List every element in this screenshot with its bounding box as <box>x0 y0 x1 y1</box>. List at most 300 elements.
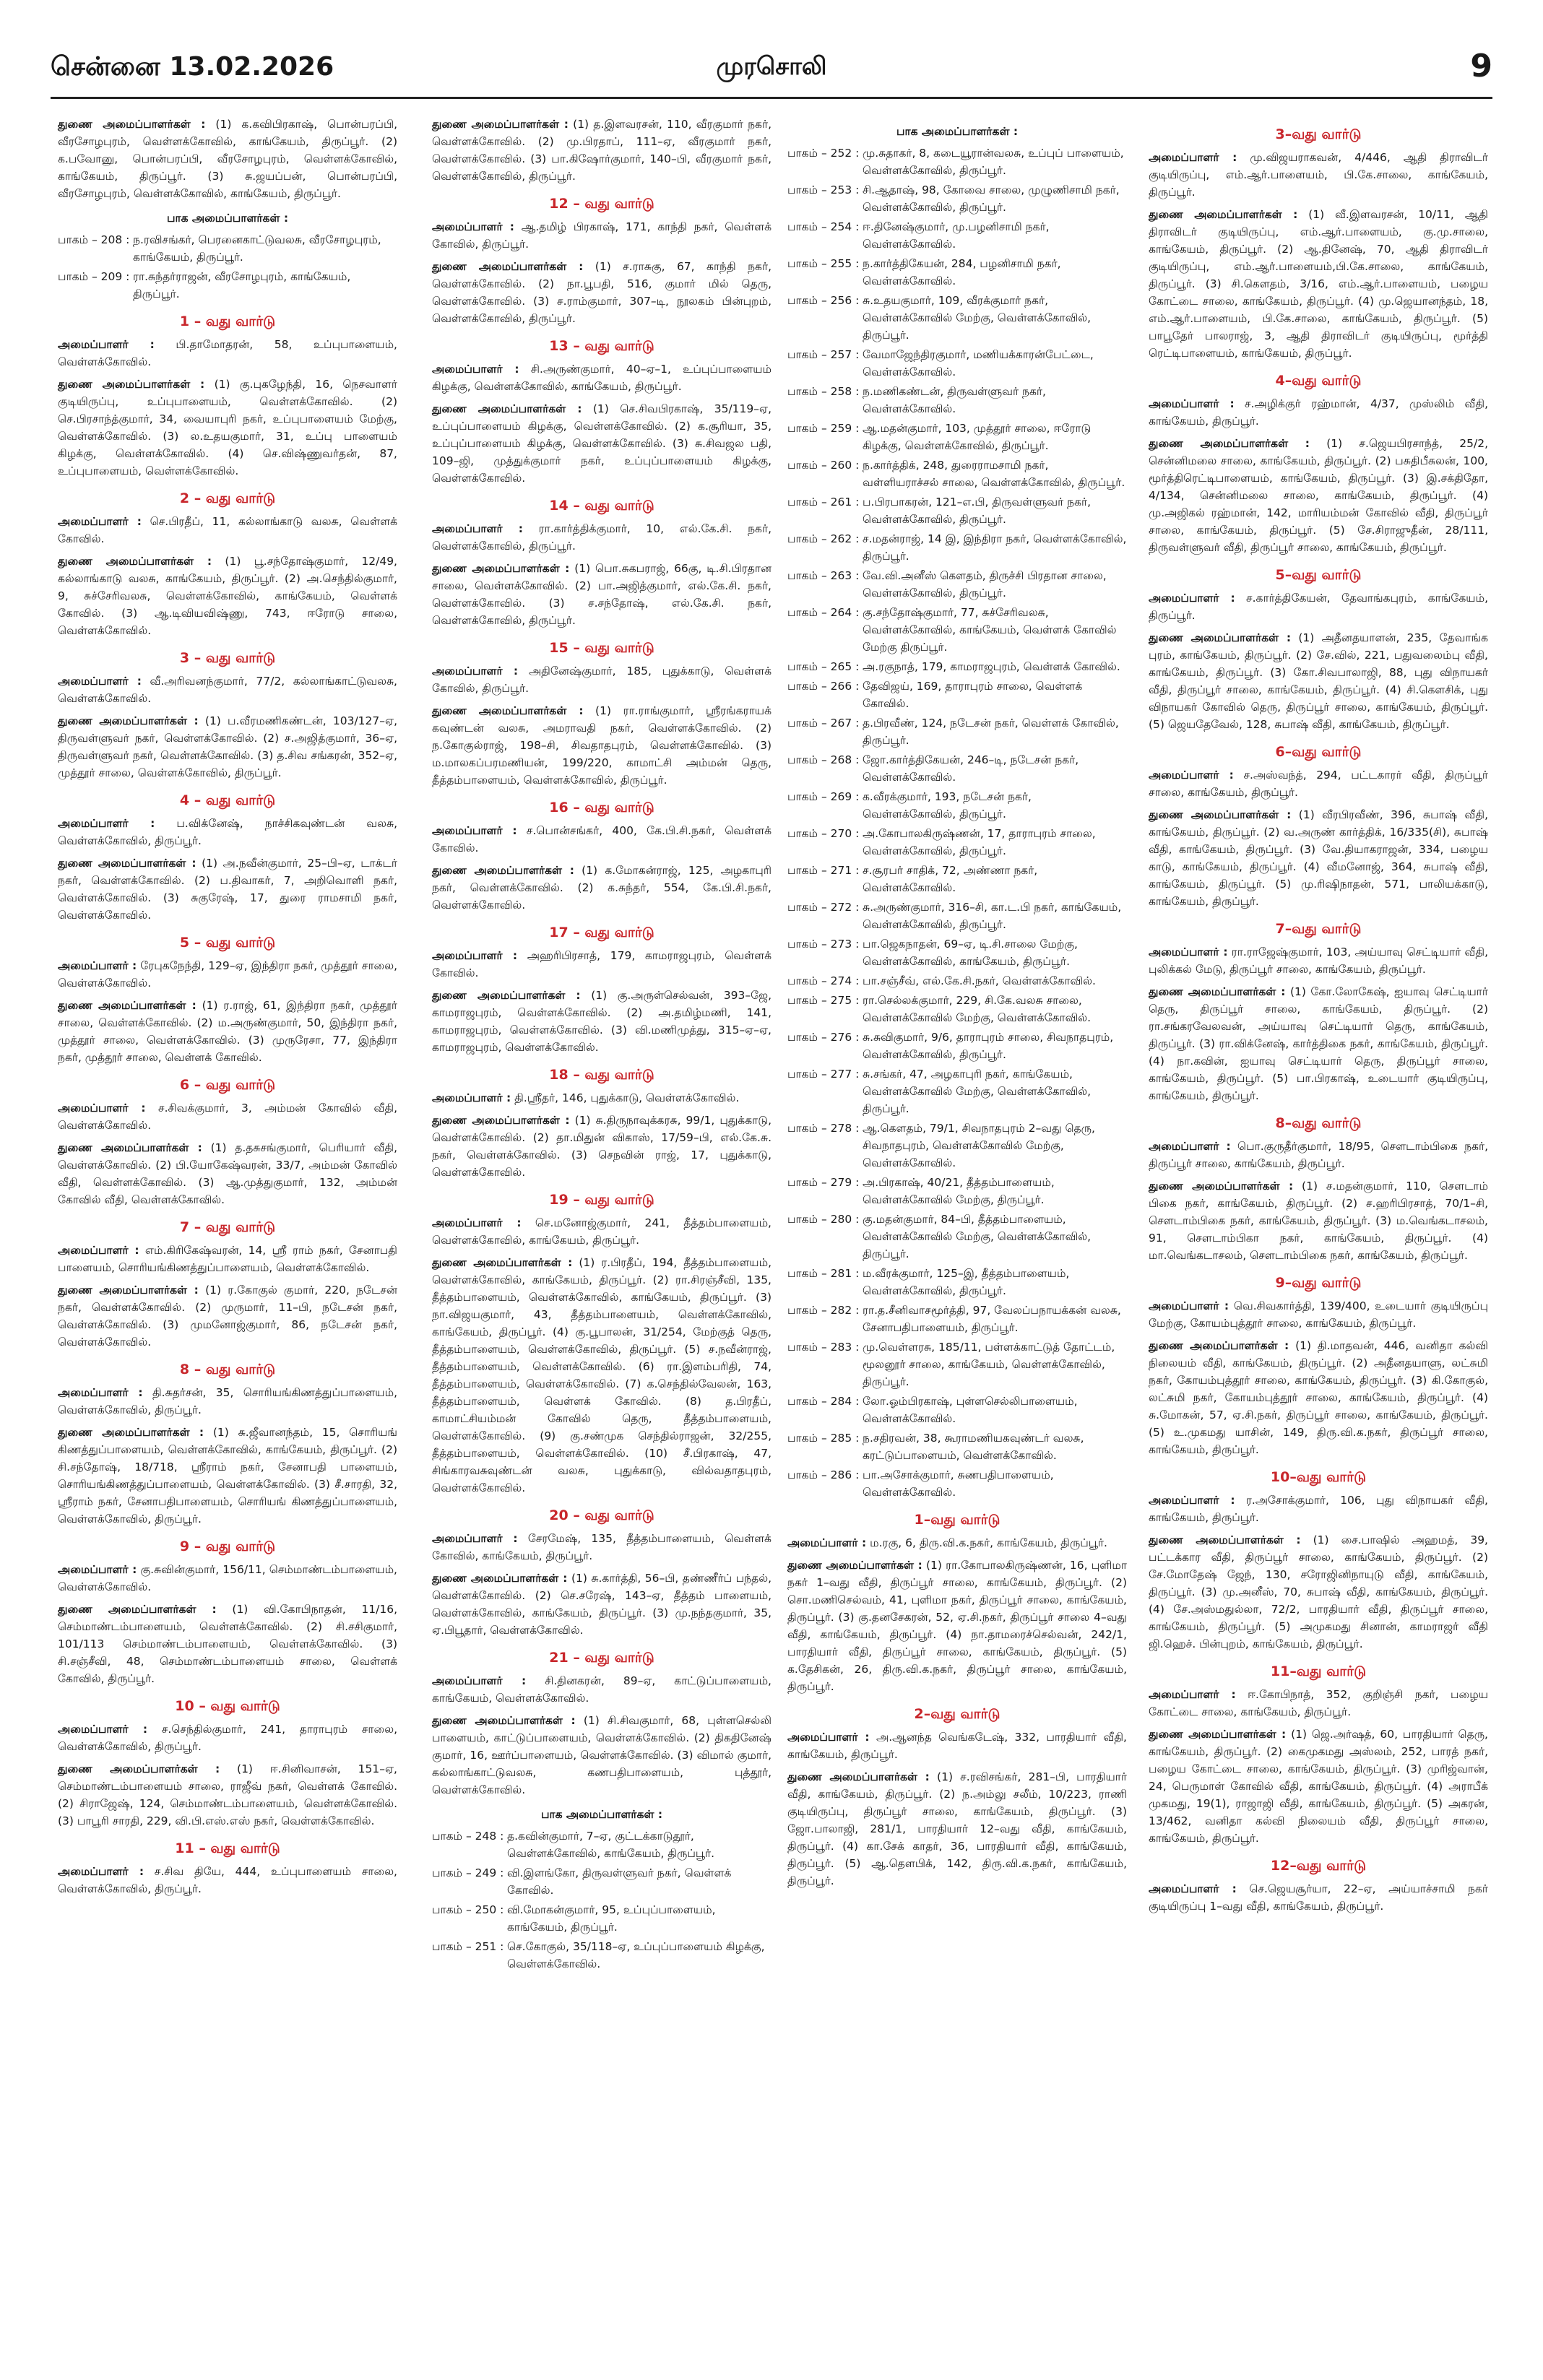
deputy-organizers-label: துணை அமைப்பாளர்கள் : <box>432 989 581 1002</box>
booth-number: பாகம் – 277 : <box>787 1068 860 1081</box>
organizer-details: அஹரிபிரசாத், 179, காமராஜபுரம், வெள்ளக் கோவில். <box>432 949 772 979</box>
deputy-organizers-entry <box>58 116 397 202</box>
organizer-entry <box>787 1728 1127 1763</box>
organizer-label: அமைப்பாளர் : <box>432 665 519 678</box>
organizer-details: ஆ.தமிழ் பிரகாஷ், 171, காந்தி நகர், வெள்ளக் கோவில், திருப்பூர். <box>432 220 772 251</box>
deputy-organizers-label: துணை அமைப்பாளர்கள் : <box>1149 1728 1287 1741</box>
ward-section <box>58 1538 397 1687</box>
booth-row <box>787 255 1127 290</box>
organizer-label: அமைப்பாளர் : <box>58 1723 148 1736</box>
deputy-organizers-label: துணை அமைப்பாளர்கள் : <box>58 857 196 870</box>
deputy-organizers-label: துணை அமைப்பாளர்கள் : <box>1149 1339 1289 1352</box>
organizer-entry <box>432 360 772 395</box>
ward-heading: 1–வது வார்டு <box>914 1512 1000 1528</box>
organizer-label: அமைப்பாளர் : <box>58 1102 146 1115</box>
deputy-organizers-list: (1) செ.சிவபிரகாஷ், 35/119–ஏ, உப்புப்பாளையம் கிழக்கு, வெள்ளக்கோவில். (2) க.சூரியா, 35, உப்புப்பாளையம் கிழக்கு, வெள்ளக்கோவில். (3) சு.சிவஜல பதி, 109–ஜி, முத்துக்குமார் நகர், உப்புப்பாளையம் கிழக்கு, வெள்ளக்கோவில். <box>432 402 772 485</box>
booth-row <box>787 1265 1127 1299</box>
organizer-label: அமைப்பாளர் : <box>58 338 155 351</box>
booth-number: பாகம் – 208 : <box>58 233 130 246</box>
organizer-entry <box>432 1672 772 1707</box>
booth-row <box>787 1211 1127 1263</box>
organizer-details: கு.சுவின்குமார், 156/11, செம்மாண்டம்பாளையம், வெள்ளக்கோவில். <box>58 1563 397 1593</box>
ward-heading: 13 – வது வார்டு <box>549 338 654 354</box>
deputy-organizers-entry <box>1149 983 1488 1104</box>
booth-organizer: செ.கோகுல், 35/118–ஏ, உப்புப்பாளையம் கிழக்கு, வெள்ளக்கோவில். <box>507 1940 765 1970</box>
deputy-organizers-label: துணை அமைப்பாளர்கள் : <box>432 1114 570 1127</box>
organizer-details: ர.அசோக்குமார், 106, புது விநாயகர் வீதி, காங்கேயம், திருப்பூர். <box>1149 1494 1488 1524</box>
booth-organizers-heading: பாக அமைப்பாளர்கள் : <box>540 1808 663 1821</box>
booth-row <box>432 1938 772 1973</box>
booth-row <box>58 268 397 303</box>
organizer-details: ரா.கார்த்திக்குமார், 10, எல்.கே.சி. நகர், வெள்ளக்கோவில், திருப்பூர். <box>432 522 772 553</box>
deputy-organizers-entry <box>432 1254 772 1497</box>
ward-heading: 4–வது வார்டு <box>1275 373 1362 389</box>
organizer-entry <box>1149 149 1488 201</box>
deputy-organizers-label: துணை அமைப்பாளர்கள் : <box>432 260 584 273</box>
organizer-entry <box>58 957 397 992</box>
booth-organizer: மு.வெள்ளரசு, 185/11, பள்ளக்காட்டுத் தோட்டம், மூலனூர் சாலை, காங்கேயம், வெள்ளக்கோவில், திருப்பூர். <box>863 1341 1115 1388</box>
deputy-organizers-entry <box>432 862 772 914</box>
organizer-label: அமைப்பாளர் : <box>432 1674 527 1687</box>
booth-organizer: அ.கோபாலகிருஷ்ணன், 17, தாராபுரம் சாலை, வெள்ளக்கோவில், திருப்பூர். <box>863 827 1096 857</box>
deputy-organizers-entry <box>58 1281 397 1351</box>
booth-number: பாகம் – 257 : <box>787 348 860 361</box>
organizer-label: அமைப்பாளர் : <box>58 1865 144 1878</box>
booth-organizer: ப.பிரபாகரன், 121–எ.பி, திருவள்ளுவர் நகர், வெள்ளக்கோவில், திருப்பூர். <box>863 496 1092 526</box>
deputy-organizers-list: (1) வி.கோபிநாதன், 11/16, செம்மாண்டம்பாளையம், வெள்ளக்கோவில். (2) சி.சசிகுமார், 101/113 செம்மாண்டம்பாளையம், வெள்ளக்கோவில். (3) சி.சஞ்சீவி, 48, செம்மாண்டம்பாளையம் சாலை, வெள்ளக் கோவில், திருப்பூர். <box>58 1603 398 1685</box>
booth-organizer: வே.வி.அனீஸ் கௌதம், திருச்சி பிரதான சாலை, வெள்ளக்கோவில், திருப்பூர். <box>863 569 1107 600</box>
deputy-organizers-label: துணை அமைப்பாளர்கள் : <box>432 1714 576 1727</box>
deputy-organizers-list: (1) ஜெ.அர்ஷத், 60, பாரதியார் தெரு, காங்கேயம், திருப்பூர். (2) கைமுகமது அஸ்லம், 252, பாரத் நகர், பழைய கோட்டை சாலை, காங்கேயம், திருப்பூர். (3) முரிஜ்வான், 24, பெருமாள் கோவில் வீதி, காங்கேயம், திருப்பூர். (4) அராபீக் முகமது, 19(1), ராஜாஜி வீதி, காங்கேயம், திருப்பூர். (5) அகரன், 13/462, வனிதா கல்வி நிலையம் வீதி, திருப்பூர் சாலை, காங்கேயம், திருப்பூர். <box>1149 1728 1488 1845</box>
booth-organizer: க.வீரக்குமார், 193, நடேசன் நகர், வெள்ளக்கோவில், திருப்பூர். <box>863 790 1032 821</box>
ward-section <box>1149 1857 1488 1915</box>
organizer-details: செ.மனோஜ்குமார், 241, தீத்தம்பாளையம், வெள்ளக்கோவில், காங்கேயம், திருப்பூர். <box>432 1216 772 1247</box>
booth-organizer: ச.மதன்ராஜ், 14 இ, இந்திரா நகர், வெள்ளக்கோவில், திருப்பூர். <box>863 532 1127 563</box>
deputy-organizers-entry <box>58 1424 397 1528</box>
ward-heading: 2 – வது வார்டு <box>179 490 276 506</box>
deputy-organizers-entry <box>58 553 397 639</box>
organizer-details: சி.தினகரன், 89–ஏ, காட்டுப்பாளையம், காங்கேயம், வெள்ளக்கோவில். <box>432 1674 772 1705</box>
booth-row <box>787 1429 1127 1464</box>
booth-row <box>787 1302 1127 1336</box>
ward-heading: 12–வது வார்டு <box>1270 1858 1367 1874</box>
booth-row <box>787 825 1127 860</box>
ward-section <box>432 1066 772 1181</box>
booth-organizer: வி.மோகன்குமார், 95, உப்புப்பாளையம், காங்கேயம், திருப்பூர். <box>507 1903 716 1934</box>
page-header <box>51 48 1492 95</box>
deputy-organizers-list: (1) சை.பாஷில் அஹமத், 39, பட்டக்கார வீதி, திருப்பூர் சாலை, காங்கேயம், திருப்பூர். (2) சே.மோதேஷ் ஜேந், 130, சரோஜினிநாயுடு வீதி, காங்கேயம், திருப்பூர். (3) மு.அனீஸ், 70, சுபாஷ் வீதி, காங்கேயம், திருப்பூர். (4) சே.அஸ்மதுல்லா, 72/2, பாரதியார் வீதி, திருப்பூர் சாலை, காங்கேயம், திருப்பூர். (5) அமுகமது சினான், காமராஜர் வீதி ஜி.ஹெச். பின்புறம், காங்கேயம், திருப்பூர். <box>1149 1533 1488 1650</box>
booth-row <box>787 1029 1127 1063</box>
deputy-organizers-label: துணை அமைப்பாளர்கள் : <box>1149 1533 1301 1546</box>
organizer-entry <box>1149 1880 1488 1915</box>
booth-row <box>432 1901 772 1936</box>
deputy-organizers-list: (1) ச.ரவிசங்கர், 281–பி, பாரதியார் வீதி, காங்கேயம், திருப்பூர். (2) ந.அம்லு சலீம், 10/223, ராணி குடியிருப்பு, திருப்பூர் சாலை, காங்கேயம், திருப்பூர். (3) ஜோ.பாலாஜி, 281/1, பாரதியார் 12–வது வீதி, காங்கேயம், திருப்பூர். (4) கா.சேக் காதர், 36, பாரதியார் வீதி, காங்கேயம், திருப்பூர். (5) ஆ.தௌபிக், 142, திரு.வி.க.நகர், காங்கேயம், திருப்பூர். <box>787 1770 1127 1887</box>
ward-heading: 5 – வது வார்டு <box>179 935 276 951</box>
ward-heading: 19 – வது வார்டு <box>549 1192 654 1208</box>
deputy-organizers-label: துணை அமைப்பாளர்கள் : <box>1149 631 1292 644</box>
ward-heading: 8 – வது வார்டு <box>179 1362 276 1377</box>
booth-row <box>787 420 1127 454</box>
organizer-entry <box>432 1089 772 1107</box>
ward-heading: 1 – வது வார்டு <box>179 313 276 329</box>
organizer-entry <box>432 1214 772 1249</box>
booth-organizers-heading: பாக அமைப்பாளர்கள் : <box>896 125 1019 138</box>
ward-heading: 9–வது வார்டு <box>1275 1275 1362 1291</box>
booth-row <box>787 1120 1127 1172</box>
organizer-entry <box>58 1721 397 1755</box>
organizer-label: அமைப்பாளர் : <box>432 1216 522 1229</box>
organizer-entry <box>1149 1492 1488 1526</box>
organizer-details: ரேபுகநேந்தி, 129–ஏ, இந்திரா நகர், முத்தூர் சாலை, வெள்ளக்கோவில். <box>58 959 398 990</box>
deputy-organizers-entry <box>58 997 397 1066</box>
deputy-organizers-label: துணை அமைப்பாளர்கள் : <box>1149 437 1310 450</box>
booth-row <box>787 1338 1127 1390</box>
booth-organizer: ந.மணிகண்டன், திருவள்ளுவர் நகர், வெள்ளக்கோவில். <box>863 385 1046 415</box>
organizer-label: அமைப்பாளர் : <box>1149 1688 1236 1701</box>
booth-number: பாகம் – 286 : <box>787 1468 860 1481</box>
booth-number: பாகம் – 281 : <box>787 1267 860 1280</box>
deputy-organizers-label: துணை அமைப்பாளர்கள் : <box>58 1141 202 1154</box>
ward-section <box>1149 1274 1488 1458</box>
booth-row <box>787 604 1127 656</box>
deputy-organizers-label: துணை அமைப்பாளர்கள் : <box>58 1284 199 1297</box>
booth-organizer: பா.சஞ்சீவ், எல்.கே.சி.நகர், வெள்ளக்கோவில். <box>863 974 1096 987</box>
booth-number: பாகம் – 274 : <box>787 974 860 987</box>
organizer-details: மு.விஜயராகவன், 4/446, ஆதி திராவிடர் குடியிருப்பு, எம்.ஆர்.பாளையம், பி.கே.சாலை, காங்கேயம், திருப்பூர். <box>1149 151 1488 199</box>
organizer-entry <box>1149 1297 1488 1332</box>
booth-row <box>787 751 1127 786</box>
organizer-entry <box>58 336 397 371</box>
deputy-organizers-entry <box>1149 206 1488 362</box>
deputy-organizers-list: (1) க.கவிபிரகாஷ், பொன்பரப்பி, வீரசோழபுரம், வெள்ளக்கோவில், காங்கேயம், திருப்பூர். (2) க.பவோனு, பொன்பரப்பி, வீரசோழபுரம், வெள்ளக்கோவில், காங்கேயம், திருப்பூர். (3) சு.ஜயப்பன், பொன்பரப்பி, வீரசோழபுரம், வெள்ளக்கோவில், காங்கேயம், திருப்பூர். <box>58 118 398 200</box>
booth-row <box>787 935 1127 970</box>
deputy-organizers-list: (1) க.மோகன்ராஜ், 125, அழகாபுரி நகர், வெள்ளக்கோவில். (2) க.சுந்தர், 554, கே.பி.சி.நகர், வெள்ளக்கோவில். <box>432 864 772 912</box>
ward-section <box>1149 566 1488 733</box>
organizer-details: வெ.சிவகார்த்தி, 139/400, உடையார் குடியிருப்பு மேற்கு, கோயம்புத்தூர் சாலை, காங்கேயம், திருப்பூர். <box>1149 1299 1488 1330</box>
ward-heading: 9 – வது வார்டு <box>179 1539 276 1554</box>
column-4 <box>1149 116 1488 1922</box>
organizer-entry <box>432 520 772 555</box>
organizer-label: அமைப்பாளர் : <box>58 959 137 972</box>
deputy-organizers-list: (1) அ.நவீன்குமார், 25–பி–ஏ, டாக்டர் நகர், வெள்ளக்கோவில். (2) ப.திவாகர், 7, அறிவொளி நகர், வெள்ளக்கோவில். (3) சுகுரேஷ், 17, துரை ராமசாமி நகர், வெள்ளக்கோவில். <box>58 857 397 922</box>
organizer-entry <box>1149 395 1488 430</box>
booth-row <box>787 678 1127 712</box>
ward-section <box>432 1191 772 1497</box>
booth-number: பாகம் – 255 : <box>787 257 860 270</box>
organizer-label: அமைப்பாளர் : <box>1149 1299 1229 1312</box>
organizer-details: செ.பிரதீப், 11, கல்லாங்காடு வலசு, வெள்ளக் கோவில். <box>58 515 397 545</box>
organizer-entry <box>58 1099 397 1134</box>
ward-section <box>432 1649 772 1799</box>
booth-number: பாகம் – 278 : <box>787 1122 860 1135</box>
deputy-organizers-entry <box>432 1112 772 1181</box>
booth-organizer: ந.சதிரவன், 38, கூராமணியகவுண்டர் வலசு, கரட்டுப்பாளையம், வெள்ளக்கோவில். <box>863 1432 1084 1462</box>
booth-organizer: ரா.த.சீனிவாசமூர்த்தி, 97, வேலப்பநாயக்கன் வலசு, சேனாபதிபாளையம், திருப்பூர். <box>863 1304 1121 1334</box>
ward-heading: 20 – வது வார்டு <box>549 1507 654 1523</box>
organizer-details: அதினேஷ்குமார், 185, புதுக்காடு, வெள்ளக் கோவில், திருப்பூர். <box>432 665 772 695</box>
booth-number: பாகம் – 258 : <box>787 385 860 398</box>
deputy-organizers-list: (1) ச.ஜெயபிரசாந்த், 25/2, சென்னிமலை சாலை, காங்கேயம், திருப்பூர். (2) பசுதிபீசுலன், 100, மூர்த்திரெட்டிபாளையம், காங்கேயம், திருப்பூர். (3) இ.சக்திதோ, 4/134, சென்னிமலை சாலை, காங்கேயம், திருப்பூர். (4) மு.அஜிகல் ரஹ்மான், 142, மாரியம்மன் கோவில் வீதி, திருப்பூர் சாலை, காங்கேயம், திருப்பூர். (5) சே.சிராஜுதீன், 28/111, திருவள்ளுவர் வீதி, திருப்பூர் சாலை, காங்கேயம், திருப்பூர். <box>1149 437 1488 554</box>
ward-section <box>432 1507 772 1639</box>
organizer-details: ஈ.கோபிநாத், 352, குறிஞ்சி நகர், பழைய கோட்டை சாலை, காங்கேயம், திருப்பூர். <box>1149 1688 1488 1718</box>
deputy-organizers-label: துணை அமைப்பாளர்கள் : <box>432 118 569 131</box>
deputy-organizers-list: (1) தி.மாதவன், 446, வனிதா கல்வி நிலையம் வீதி, காங்கேயம், திருப்பூர். (2) அதீனதயாளு, லட்சுமி நகர், கோயம்புத்தூர் சாலை, காங்கேயம், திருப்பூர். (3) கி.கோகுல், லட்சுமி நகர், கோயம்புத்தூர் சாலை, காங்கேயம், திருப்பூர். (4) சு.மோகன், 57, ஏ.சி.நகர், திருப்பூர் சாலை, காங்கேயம், திருப்பூர். (5) உ.முகமது யாசின், 149, திரு.வி.க.நகர், திருப்பூர் சாலை, காங்கேயம், திருப்பூர். <box>1149 1339 1489 1456</box>
deputy-organizers-list: (1) அதீனதயாளன், 235, தேவாங்க புரம், காங்கேயம், திருப்பூர். (2) சே.வில், 221, பதுவலைம்பு வீதி, காங்கேயம், திருப்பூர். (3) கோ.சிவபாலாஜி, 88, புது விநாயகர் வீதி, திருப்பூர் சாலை, காங்கேயம், திருப்பூர். (4) சி.கௌசிக், புது விநாயகர் கோவில் தெரு, திருப்பூர் சாலை, காங்கேயம், திருப்பூர். (5) ஜெயதேவேல், 128, சுபாஷ் வீதி, காங்கேயம், திருப்பூர். <box>1149 631 1488 731</box>
ward-section <box>787 1705 1127 1890</box>
deputy-organizers-list: (1) சி.சிவகுமார், 68, புள்ளசெல்லி பாளையம், காட்டுப்பாளையம், வெள்ளக்கோவில். (2) திகதினேஷ் குமார், 16, ஊர்ப்பாளையம், வெள்ளக்கோவில். (3) விமால் குமார், கல்லாங்காட்டுவலசு, கணபதிபாளையம், புத்தூர், வெள்ளக்கோவில். <box>432 1714 772 1796</box>
booth-row <box>787 181 1127 216</box>
deputy-organizers-entry <box>1149 1177 1488 1264</box>
ward-heading: 8–வது வார்டு <box>1275 1115 1362 1131</box>
booth-number: பாகம் – 272 : <box>787 901 860 914</box>
organizer-label: அமைப்பாளர் : <box>58 675 142 688</box>
booth-number: பாகம் – 279 : <box>787 1176 860 1189</box>
booth-list-section <box>58 209 397 303</box>
booth-organizer: தேவிஜய், 169, தாராபுரம் சாலை, வெள்ளக் கோவில். <box>863 680 1083 710</box>
booth-number: பாகம் – 251 : <box>432 1940 504 1953</box>
booth-number: பாகம் – 276 : <box>787 1031 860 1044</box>
organizer-details: ச.சிவக்குமார், 3, அம்மன் கோவில் வீதி, வெள்ளக்கோவில். <box>58 1102 397 1132</box>
organizer-entry <box>1149 1686 1488 1721</box>
deputy-organizers-entry <box>1149 1726 1488 1847</box>
organizer-details: பி.தாமோதரன், 58, உப்புபாளையம், வெள்ளக்கோவில். <box>58 338 397 368</box>
ward-section <box>432 799 772 914</box>
ward-section <box>58 1840 397 1897</box>
organizer-details: அ.ஆனந்த வெங்கடேஷ், 332, பாரதியார் வீதி, காங்கேயம், திருப்பூர். <box>787 1731 1127 1761</box>
organizer-label: அமைப்பாளர் : <box>1149 397 1235 410</box>
booth-number: பாகம் – 285 : <box>787 1432 860 1445</box>
organizer-label: அமைப்பாளர் : <box>432 1532 518 1545</box>
organizer-entry <box>58 1863 397 1897</box>
booth-row <box>787 1065 1127 1117</box>
ward-heading: 6–வது வார்டு <box>1275 744 1362 760</box>
deputy-organizers-label: துணை அமைப்பாளர்கள் : <box>58 714 199 727</box>
booth-number: பாகம் – 256 : <box>787 294 860 307</box>
deputy-organizers-entry <box>787 1768 1127 1890</box>
ward-section <box>58 490 397 639</box>
booth-number: பாகம் – 259 : <box>787 422 860 435</box>
column-3 <box>787 116 1127 1897</box>
booth-number: பாகம் – 284 : <box>787 1395 860 1408</box>
booth-organizer: ஜோ.கார்த்திகேயன், 246–டி, நடேசன் நகர், வெள்ளக்கோவில். <box>863 753 1079 784</box>
deputy-organizers-list: (1) த.இளவரசன், 110, வீரகுமார் நகர், வெள்ளக்கோவில். (2) மு.பிரதாப், 111–ஏ, வீரகுமார் நகர், வெள்ளக்கோவில். (3) பா.கிஷோர்குமார், 140–பி, வீரகுமார் நகர், வெள்ளக்கோவில், திருப்பூர். <box>432 118 772 183</box>
booth-number: பாகம் – 267 : <box>787 717 860 730</box>
newspaper-title: முரசொலி <box>716 52 827 81</box>
ward-heading: 3 – வது வார்டு <box>179 650 276 666</box>
deputy-organizers-entry <box>787 1557 1127 1695</box>
deputy-organizers-entry <box>1149 629 1488 733</box>
organizer-label: அமைப்பாளர் : <box>58 1244 139 1257</box>
organizer-label: அமைப்பாளர் : <box>432 1091 511 1104</box>
booth-row <box>787 144 1127 179</box>
ward-heading: 21 – வது வார்டு <box>549 1650 654 1666</box>
booth-organizer: கு.மதன்குமார், 84–பி, தீத்தம்பாளையம், வெள்ளக்கோவில் மேற்கு, வெள்ளக்கோவில், திருப்பூர். <box>863 1213 1092 1260</box>
deputy-organizers-entry <box>1149 1531 1488 1653</box>
deputy-organizers-entry <box>432 400 772 487</box>
ward-section <box>1149 743 1488 910</box>
header-date: சென்னை 13.02.2026 <box>51 52 334 82</box>
deputy-organizers-list: (1) ர.பிரதீப், 194, தீத்தம்பாளையம், வெள்ளக்கோவில், காங்கேயம், திருப்பூர். (2) ரா.சிரஞ்சீவி, 135, தீத்தம்பாளையம், வெள்ளக்கோவில், காங்கேயம், திருப்பூர். (3) நா.விஜயகுமார், 43, தீத்தம்பாளையம், வெள்ளக்கோவில், காங்கேயம், திருப்பூர். (4) கு.பூபாலன், 31/254, மேற்குத் தெரு, தீத்தம்பாளையம், வெள்ளக்கோவில், திருப்பூர். (5) ச.நவீன்ராஜ், தீத்தம்பாளையம், வெள்ளக்கோவில். (6) ரா.இளம்பரிதி, 74, தீத்தம்பாளையம், வெள்ளக்கோவில். (7) க.செந்தில்வேலன், 163, தீத்தம்பாளையம், வெள்ளக் கோவில். (8) த.பிரதீப், காமாட்சியம்மன் கோவில் தெரு, தீத்தம்பாளையம், வெள்ளக்கோவில். (9) கு.சண்முக செந்தில்ராஜன், 32/255, தீத்தம்பாளையம், வெள்ளக்கோவில். (10) சீ.பிரகாஷ், 47, சிங்காரவசுவுண்டன் வலசு, புதுக்காடு, வில்வதாதபுரம், வெள்ளக்கோவில். <box>432 1256 772 1494</box>
ward-section <box>1149 1115 1488 1264</box>
deputy-organizers-entry <box>58 712 397 782</box>
booth-number: பாகம் – 254 : <box>787 220 860 233</box>
deputy-organizers-entry <box>58 1601 397 1687</box>
booth-organizer: மு.சுதாகர், 8, கடையூரான்வலசு, உப்புப் பாளையம், வெள்ளக்கோவில், திருப்பூர். <box>863 147 1124 177</box>
deputy-organizers-entry <box>432 1570 772 1639</box>
booth-row <box>787 493 1127 528</box>
ward-heading: 3–வது வார்டு <box>1275 126 1362 142</box>
booth-organizer: வி.இளங்கோ, திருவள்ளுவர் நகர், வெள்ளக் கோவில். <box>507 1866 732 1897</box>
deputy-organizers-entry <box>58 1139 397 1208</box>
ward-heading: 12 – வது வார்டு <box>549 196 654 212</box>
deputy-organizers-label: துணை அமைப்பாளர்கள் : <box>787 1770 930 1783</box>
organizer-label: அமைப்பாளர் : <box>432 949 518 962</box>
booth-row <box>787 456 1127 491</box>
deputy-organizers-list: (1) பூ.சந்தோஷ்குமார், 12/49, கல்லாங்காடு வலசு, காங்கேயம், திருப்பூர். (2) அ.செந்தில்குமார், 9, சுச்சேரிவலசு, வெள்ளக்கோவில், காங்கேயம், வெள்ளக் கோவில். (3) ஆ.டிவியவிஷ்ணு, 743, ஈரோடு சாலை, வெள்ளக்கோவில். <box>58 555 397 637</box>
booth-organizer: சு.உதயகுமார், 109, வீரக்குமார் நகர், வெள்ளக்கோவில் மேற்கு, வெள்ளக்கோவில், திருப்பூர். <box>863 294 1092 342</box>
organizer-entry <box>58 1242 397 1276</box>
booth-organizer: பா.ஜெகநாதன், 69–ஏ, டி.சி.சாலை மேற்கு, வெள்ளக்கோவில், காங்கேயம், திருப்பூர். <box>863 938 1078 968</box>
booth-row <box>787 346 1127 381</box>
deputy-organizers-label: துணை அமைப்பாளர்கள் : <box>432 1572 568 1585</box>
organizer-details: செ.ஜெயசூர்யா, 22–ஏ, அய்யாச்சாமி நகர் குடியிருப்பு 1–வது வீதி, காங்கேயம், திருப்பூர். <box>1149 1882 1489 1913</box>
booth-list-section <box>432 1806 772 1973</box>
deputy-organizers-list: (1) ச.மதன்குமார், 110, சௌடாம் பிகை நகர், காங்கேயம், திருப்பூர். (2) ச.ஹரிபிரசாத், 70/1–சி, சௌடாம்பிகை நகர், காங்கேயம், திருப்பூர். (3) ம.வெங்கடாசலம், 91, சௌடாம்பிகா நகர், காங்கேயம், திருப்பூர். (4) மா.வெங்கடாசலம், சௌடாம்பிகை நகர், காங்கேயம், திருப்பூர். <box>1149 1180 1488 1262</box>
ward-heading: 10 – வது வார்டு <box>175 1698 280 1714</box>
organizer-details: ச.செந்தில்குமார், 241, தாராபுரம் சாலை, வெள்ளக்கோவில், திருப்பூர். <box>58 1723 397 1753</box>
booth-number: பாகம் – 280 : <box>787 1213 860 1226</box>
ward-section <box>432 337 772 487</box>
deputy-organizers-list: (1) ர.கோகுல் குமார், 220, நடேசன் நகர், வெள்ளக்கோவில். (2) முருமார், 11–பி, நடேசன் நகர், வெள்ளக்கோவில். (3) முமனோஜ்குமார், 86, நடேசன் நகர், வெள்ளக்கோவில். <box>58 1284 397 1349</box>
ward-heading: 18 – வது வார்டு <box>549 1067 654 1083</box>
deputy-organizers-label: துணை அமைப்பாளர்கள் : <box>58 118 206 131</box>
deputy-organizers-entry <box>58 376 397 480</box>
organizer-entry <box>1149 1138 1488 1172</box>
organizer-details: ச.கார்த்திகேயன், தேவாங்கபுரம், காங்கேயம், திருப்பூர். <box>1149 592 1489 622</box>
ward-heading: 6 – வது வார்டு <box>179 1077 276 1093</box>
organizer-entry <box>58 815 397 849</box>
booth-row <box>432 1864 772 1899</box>
organizer-label: அமைப்பாளர் : <box>787 1731 870 1744</box>
organizer-entry <box>432 947 772 982</box>
deputy-organizers-list: (1) கோ.லோகேஷ், ஐயாவு செட்டியார் தெரு, திருப்பூர் சாலை, காங்கேயம், திருப்பூர். (2) ரா.சங்கரவேலவன், அய்யாவு செட்டியார் தெரு, காங்கேயம், திருப்பூர். (3) ரா.விக்னேஷ், கார்த்திகை நகர், காங்கேயம், திருப்பூர். (4) நா.கவின், ஐயாவு செட்டியார் தெரு, திருப்பூர் சாலை, காங்கேயம், திருப்பூர். (5) பா.பிரகாஷ், உடையார் குடியிருப்பு, காங்கேயம், திருப்பூர். <box>1149 985 1488 1102</box>
ward-section <box>787 1511 1127 1695</box>
deputy-organizers-entry <box>432 116 772 185</box>
deputy-organizers-list: (1) ஈ.சினிவாசன், 151–ஏ, செம்மாண்டம்பாளையம் சாலை, ராஜீவ் நகர், வெள்ளக் கோவில். (2) சிராஜேஷ், 124, செம்மாண்டம்பாளையம், வெள்ளக்கோவில். (3) பாபூரி சாரதி, 229, வி.பி.எஸ்.எஸ் நகர், வெள்ளக்கோவில். <box>58 1762 397 1827</box>
booth-number: பாகம் – 269 : <box>787 790 860 803</box>
deputy-organizers-list: (1) ர.ராஜ், 61, இந்திரா நகர், முத்தூர் சாலை, வெள்ளக்கோவில். (2) ம.அருண்குமார், 50, இந்திரா நகர், முத்தூர் சாலை, வெள்ளக்கோவில். (3) முருரேசா, 77, இந்திரா நகர், முத்தூர் சாலை, வெள்ளக் கோவில். <box>58 999 397 1064</box>
deputy-organizers-entry <box>432 1712 772 1799</box>
ward-heading: 15 – வது வார்டு <box>549 640 654 656</box>
deputy-organizers-list: (1) சு.கார்த்தி, 56–பி, தண்ணீர்ப் பந்தல், வெள்ளக்கோவில். (2) செ.சரேஷ், 143–ஏ, தீத்தம் பாளையம், வெள்ளக்கோவில், காங்கேயம், திருப்பூர். (3) மு.நந்தகுமார், 35, ஏ.பிபூதார், வெள்ளக்கோவில். <box>432 1572 772 1637</box>
organizer-label: அமைப்பாளர் : <box>1149 769 1234 782</box>
ward-section <box>58 934 397 1066</box>
booth-row <box>787 862 1127 896</box>
deputy-organizers-label: துணை அமைப்பாளர்கள் : <box>787 1559 922 1572</box>
organizer-details: தி.ஸ்ரீதர், 146, புதுக்காடு, வெள்ளக்கோவில். <box>514 1091 740 1104</box>
organizer-entry <box>58 1384 397 1419</box>
ward-section <box>1149 920 1488 1104</box>
organizer-entry <box>1149 766 1488 801</box>
booth-row <box>787 1466 1127 1501</box>
organizer-label: அமைப்பாளர் : <box>1149 1494 1235 1507</box>
organizer-label: அமைப்பாளர் : <box>1149 151 1237 164</box>
organizer-label: அமைப்பாளர் : <box>432 363 519 376</box>
organizer-entry <box>1149 589 1488 624</box>
deputy-organizers-label: துணை அமைப்பாளர்கள் : <box>58 999 196 1012</box>
organizer-details: பொ.குருதீர்குமார், 18/95, சௌடாம்பிகை நகர், திருப்பூர் சாலை, காங்கேயம், திருப்பூர். <box>1149 1140 1489 1170</box>
booth-number: பாகம் – 260 : <box>787 459 860 472</box>
organizer-details: எம்.கிரிகேஷ்வரன், 14, ஸ்ரீ ராம் நகர், சேனாபதி பாளையம், சொரியங்கிணத்துப்பாளையம், வெள்ளக்கோவில். <box>58 1244 397 1274</box>
organizer-label: அமைப்பாளர் : <box>58 817 155 830</box>
booth-organizer: ச.சூரபர் சாதிக், 72, அண்ணா நகர், வெள்ளக்கோவில். <box>863 864 1038 894</box>
ward-section <box>1149 1663 1488 1847</box>
ward-heading: 14 – வது வார்டு <box>549 498 654 514</box>
organizer-details: சி.அருண்குமார், 40–ஏ–1, உப்புப்பாளையம் கிழக்கு, வெள்ளக்கோவில், காங்கேயம், திருப்பூர். <box>432 363 772 393</box>
organizer-label: அமைப்பாளர் : <box>1149 1882 1237 1895</box>
ward-section <box>58 313 397 480</box>
booth-row <box>787 292 1127 344</box>
deputy-organizers-entry <box>432 702 772 789</box>
deputy-organizers-label: துணை அமைப்பாளர்கள் : <box>432 562 570 575</box>
booth-organizer: ரா.செல்லக்குமார், 229, சி.கே.வலசு சாலை, வெள்ளக்கோவில் மேற்கு, வெள்ளக்கோவில். <box>863 994 1092 1024</box>
booth-number: பாகம் – 283 : <box>787 1341 860 1354</box>
ward-heading: 2–வது வார்டு <box>914 1706 1000 1722</box>
booth-organizer: லோ.ஓம்பிரகாஷ், புள்ளசெல்லிபாளையம், வெள்ளக்கோவில். <box>863 1395 1078 1425</box>
deputy-organizers-list: (1) சு.ஜீவானந்தம், 15, சொரியங் கிணத்துப்பாளையம், வெள்ளக்கோவில், காங்கேயம், திருப்பூர். (2) சி.சந்தோஷ், 18/718, ஸ்ரீராம் நகர், சேனாபதி பாளையம், சொரியங்கிணத்துப்பாளையம், வெள்ளக்கோவில். (3) சீ.சாரதி, 32, ஸ்ரீராம் நகர், சேனாபதிபாளையம், சொரியங் கிணத்துப்பாளையம், வெள்ளக்கோவில், திருப்பூர். <box>58 1426 397 1526</box>
organizer-entry <box>432 218 772 253</box>
deputy-organizers-label: துணை அமைப்பாளர்கள் : <box>58 555 212 568</box>
deputy-organizers-label: துணை அமைப்பாளர்கள் : <box>58 1603 217 1616</box>
booth-number: பாகம் – 250 : <box>432 1903 504 1916</box>
organizer-details: ரா.ராஜேஷ்குமார், 103, அய்யாவு செட்டியார் வீதி, புலிக்கல் மேடு, திருப்பூர் சாலை, காங்கேயம், திருப்பூர். <box>1149 945 1488 976</box>
booth-organizer: ஈ.தினேஷ்குமார், மு.பழனிசாமி நகர், வெள்ளக்கோவில். <box>863 220 1050 251</box>
deputy-organizers-list: (1) பொ.சுகபராஜ், 66கு, டி.சி.பிரதான சாலை, வெள்ளக்கோவில். (2) பா.அஜித்குமார், எல்.கே.சி. நகர், வெள்ளக்கோவில். (3) ச.சந்தோஷ், எல்.கே.சி. நகர், வெள்ளக்கோவில், திருப்பூர். <box>432 562 772 627</box>
ward-section <box>432 497 772 629</box>
ward-section <box>1149 126 1488 362</box>
ward-section <box>1149 1468 1488 1653</box>
deputy-organizers-label: துணை அமைப்பாளர்கள் : <box>432 1256 573 1269</box>
organizer-entry <box>58 513 397 548</box>
booth-organizers-heading: பாக அமைப்பாளர்கள் : <box>166 212 289 225</box>
organizer-label: அமைப்பாளர் : <box>1149 1140 1231 1153</box>
ward-section <box>432 195 772 327</box>
booth-organizer: கு.சந்தோஷ்குமார், 77, சுச்சேரிவலசு, வெள்ளக்கோவில், காங்கேயம், வெள்ளக் கோவில் மேற்கு திருப்பூர். <box>863 606 1117 654</box>
booth-number: பாகம் – 209 : <box>58 270 130 283</box>
booth-row <box>787 1393 1127 1427</box>
booth-row <box>787 383 1127 417</box>
ward-heading: 17 – வது வார்டு <box>549 925 654 940</box>
booth-organizer: ம.வீரக்குமார், 125–இ, தீத்தம்பாளையம், வெள்ளக்கோவில், திருப்பூர். <box>863 1267 1070 1297</box>
deputy-organizers-list: (1) கு.அருள்செல்வன், 393–ஜே, காமராஜபுரம், வெள்ளக்கோவில். (2) அ.தமிழ்மணி, 141, காமராஜபுரம், வெள்ளக்கோவில். (3) வி.மணிமுத்து, 315–ஏ–ஏ, காமராஜபுரம், வெள்ளக்கோவில். <box>432 989 772 1054</box>
booth-number: பாகம் – 263 : <box>787 569 860 582</box>
deputy-organizers-list: (1) வீரபிரவீண், 396, சுபாஷ் வீதி, காங்கேயம், திருப்பூர். (2) வ.அருண் கார்த்திக், 16/335(சி), சுபாஷ் வீதி, காங்கேயம், திருப்பூர். (3) வே.தியாகராஜன், 334, பழைய காடு, காங்கேயம், திருப்பூர். (4) வீமனோஜ், 364, சுபாஷ் வீதி, காங்கேயம், திருப்பூர். (5) மு.ரிஷிநாதன், 571, பாலியக்காடு, காங்கேயம், திருப்பூர். <box>1149 808 1489 908</box>
deputy-organizers-label: துணை அமைப்பாளர்கள் : <box>58 378 205 391</box>
booth-organizer: சி.ஆதாஷ், 98, கோவை சாலை, முழுணிசாமி நகர், வெள்ளக்கோவில், திருப்பூர். <box>863 183 1120 214</box>
deputy-organizers-entry <box>1149 435 1488 556</box>
deputy-organizers-label: துணை அமைப்பாளர்கள் : <box>432 864 574 877</box>
deputy-organizers-list: (1) ரா.கோபாலகிருஷ்ணன், 16, புளிமா நகர் 1–வது வீதி, திருப்பூர் சாலை, காங்கேயம், திருப்பூர். (2) சொ.மணிசெல்வம், 41, புளிமா நகர், திருப்பூர் சாலை, காங்கேயம், திருப்பூர். (3) கு.தனசேகரன், 52, ஏ.சி.நகர், திருப்பூர் சாலை 4–வது வீதி, காங்கேயம், திருப்பூர். (4) நா.தாமரைச்செல்வன், 242/1, பாரதியார் வீதி, திருப்பூர் சாலை, காங்கேயம், திருப்பூர். (5) க.தேசிகன், 26, திரு.வி.க.நகர், திருப்பூர் சாலை, காங்கேயம், திருப்பூர். <box>787 1559 1127 1693</box>
organizer-entry <box>1149 943 1488 978</box>
organizer-details: ச.அழிக்குர் ரஹ்மான், 4/37, முஸ்லிம் வீதி, காங்கேயம், திருப்பூர். <box>1149 397 1488 428</box>
organizer-details: சேரமேஷ், 135, தீத்தம்பாளையம், வெள்ளக் கோவில், காங்கேயம், திருப்பூர். <box>432 1532 772 1562</box>
booth-number: பாகம் – 265 : <box>787 660 860 673</box>
ward-heading: 4 – வது வார்டு <box>179 792 276 808</box>
ward-section <box>58 1697 397 1830</box>
booth-organizer: வேமாஜேந்திரகுமார், மணியக்காரன்பேட்டை, வெள்ளக்கோவில். <box>863 348 1094 378</box>
booth-number: பாகம் – 268 : <box>787 753 860 766</box>
deputy-organizers-entry <box>58 1760 397 1830</box>
